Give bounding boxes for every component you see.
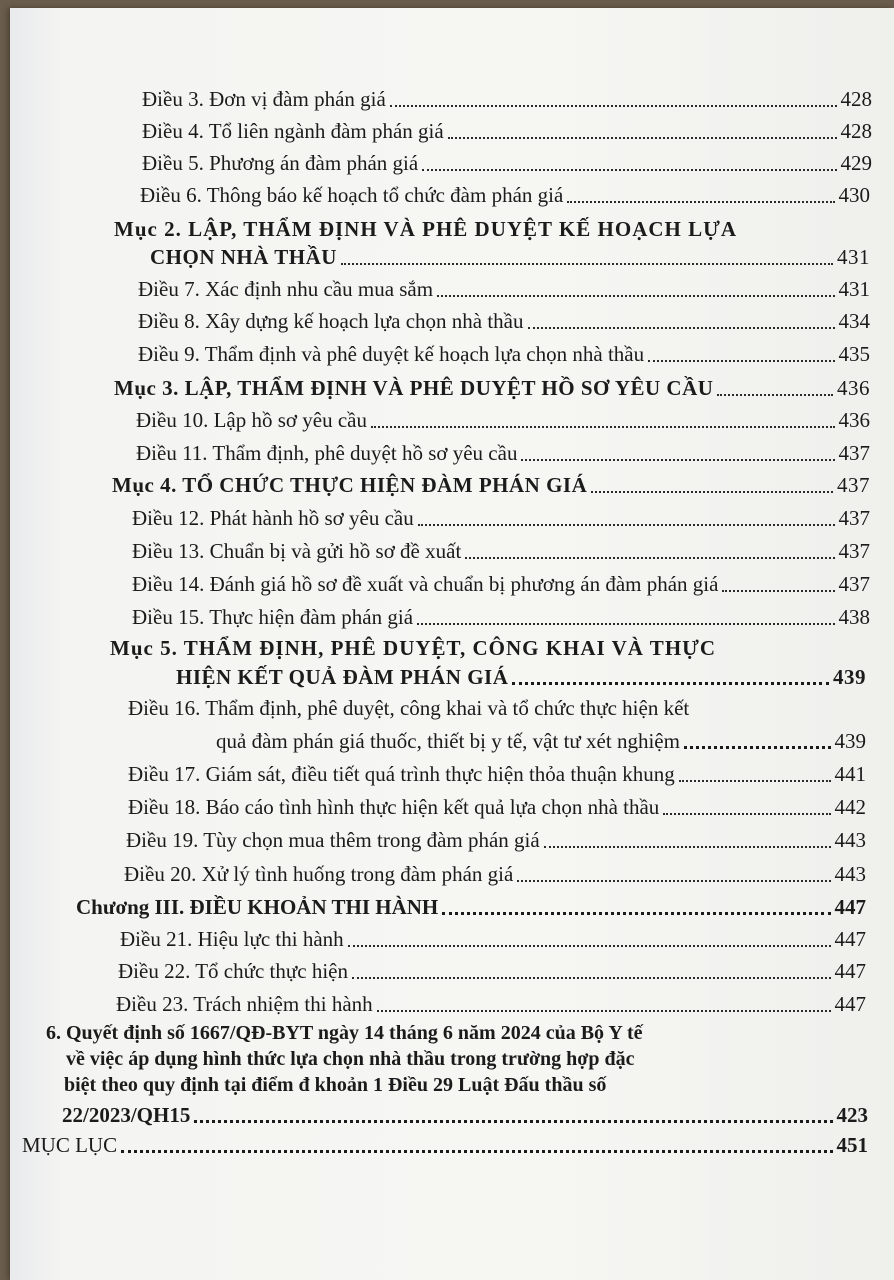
toc-entry-dieu-9 <box>138 341 870 367</box>
toc-entry-title: Điều 18. Báo cáo tình hình thực hiện kết quả lựa chọn nhà thầu <box>128 795 660 819</box>
toc-entry-dieu-17 <box>128 761 866 787</box>
toc-entry-title: CHỌN NHÀ THẦU <box>150 245 337 269</box>
dot-leader <box>512 681 829 685</box>
toc-page-number: 431 <box>838 277 870 301</box>
toc-entry-dieu-10 <box>136 407 870 433</box>
toc-entry-title: Điều 21. Hiệu lực thi hành <box>120 927 344 951</box>
toc-page-number: 442 <box>834 795 866 819</box>
dot-leader <box>341 262 833 265</box>
dot-leader <box>422 168 836 171</box>
toc-entry-dieu-12 <box>132 505 870 531</box>
toc-entry-title: Điều 10. Lập hồ sơ yêu cầu <box>136 408 367 432</box>
toc-page-number: 447 <box>834 927 866 951</box>
dot-leader <box>717 393 833 396</box>
toc-entry-dieu-15 <box>132 604 870 630</box>
dot-leader <box>517 879 830 882</box>
toc-entry-title: Điều 22. Tổ chức thực hiện <box>118 959 348 983</box>
toc-page-number: 441 <box>834 762 866 786</box>
toc-entry-title: Điều 5. Phương án đàm phán giá <box>142 151 419 175</box>
toc-entry-title: 22/2023/QH15 <box>62 1103 191 1127</box>
toc-entry-title: HIỆN KẾT QUẢ ĐÀM PHÁN GIÁ <box>176 665 509 689</box>
toc-section-muc-3 <box>114 375 870 401</box>
toc-entry-dieu-3 <box>142 86 872 112</box>
toc-page-number: 451 <box>836 1133 868 1157</box>
book-page <box>10 8 894 1280</box>
toc-entry-dieu-4 <box>142 118 872 144</box>
dot-leader <box>448 136 837 139</box>
dot-leader <box>567 200 834 203</box>
toc-entry-dieu-11 <box>136 440 870 466</box>
dot-leader <box>371 425 835 428</box>
dot-leader <box>722 589 834 592</box>
toc-decision-6-line-3: biệt theo quy định tại điểm đ khoản 1 Điều 29 Luật Đấu thầu số <box>64 1074 607 1096</box>
toc-entry-dieu-14 <box>132 571 870 597</box>
toc-page-number: 447 <box>834 959 866 983</box>
dot-leader <box>663 812 830 815</box>
toc-entry-title: Điều 20. Xử lý tình huống trong đàm phán giá <box>124 862 514 886</box>
toc-entry-dieu-21 <box>120 926 866 952</box>
toc-page-number: 428 <box>840 119 872 143</box>
toc-entry-dieu-6 <box>140 182 870 208</box>
toc-entry-dieu-13 <box>132 538 870 564</box>
dot-leader <box>390 104 837 107</box>
toc-entry-dieu-5 <box>142 150 872 176</box>
toc-page-number: 434 <box>838 309 870 333</box>
toc-chapter-3 <box>76 894 866 920</box>
toc-entry-dieu-22 <box>118 958 866 984</box>
toc-section-muc-5-line-1: Mục 5. THẨM ĐỊNH, PHÊ DUYỆT, CÔNG KHAI VÀ THỰC <box>110 636 717 660</box>
toc-contents-index <box>22 1132 868 1158</box>
toc-entry-title: Điều 15. Thực hiện đàm phán giá <box>132 605 414 629</box>
toc-entry-title: Điều 17. Giám sát, điều tiết quá trình thực hiện thỏa thuận khung <box>128 762 675 786</box>
toc-decision-6 <box>62 1102 868 1128</box>
toc-entry-title: Điều 8. Xây dựng kế hoạch lựa chọn nhà thầu <box>138 309 524 333</box>
toc-section-muc-2 <box>150 244 870 270</box>
toc-entry-title: Chương III. ĐIỀU KHOẢN THI HÀNH <box>76 895 439 919</box>
toc-entry-dieu-23 <box>116 991 866 1017</box>
toc-entry-title: Điều 12. Phát hành hồ sơ yêu cầu <box>132 506 414 530</box>
dot-leader <box>591 490 833 493</box>
toc-page-number: 435 <box>838 342 870 366</box>
toc-entry-dieu-20 <box>124 861 866 887</box>
toc-entry-dieu-18 <box>128 794 866 820</box>
dot-leader <box>521 458 834 461</box>
toc-entry-title: Điều 14. Đánh giá hồ sơ đề xuất và chuẩn bị phương án đàm phán giá <box>132 572 719 596</box>
dot-leader <box>648 359 834 362</box>
toc-entry-title: Điều 4. Tổ liên ngành đàm phán giá <box>142 119 444 143</box>
dot-leader <box>348 944 831 947</box>
dot-leader <box>417 622 834 625</box>
toc-entry-title: Điều 23. Trách nhiệm thi hành <box>116 992 373 1016</box>
toc-entry-title: MỤC LỤC <box>22 1133 118 1157</box>
toc-page-number: 423 <box>836 1103 868 1127</box>
toc-entry-dieu-19 <box>126 827 866 853</box>
toc-entry-dieu-7 <box>138 276 870 302</box>
toc-entry-title: quả đàm phán giá thuốc, thiết bị y tế, vật tư xét nghiệm <box>216 729 680 753</box>
toc-section-muc-5 <box>176 664 866 690</box>
toc-page-number: 437 <box>837 473 870 497</box>
toc-page-number: 439 <box>834 729 866 753</box>
dot-leader <box>544 845 831 848</box>
toc-decision-6-line-2: về việc áp dụng hình thức lựa chọn nhà thầu trong trường hợp đặc <box>66 1048 635 1070</box>
toc-entry-title: Điều 13. Chuẩn bị và gửi hồ sơ đề xuất <box>132 539 462 563</box>
toc-page-number: 439 <box>833 665 866 689</box>
toc-page-number: 443 <box>834 828 866 852</box>
dot-leader <box>679 779 831 782</box>
table-of-contents <box>10 8 894 1280</box>
dot-leader <box>528 326 835 329</box>
dot-leader <box>465 556 834 559</box>
toc-page-number: 438 <box>838 605 870 629</box>
toc-page-number: 430 <box>838 183 870 207</box>
dot-leader <box>437 294 834 297</box>
dot-leader <box>377 1009 831 1012</box>
toc-decision-6-line-1: 6. Quyết định số 1667/QĐ-BYT ngày 14 tháng 6 năm 2024 của Bộ Y tế <box>46 1022 643 1044</box>
toc-page-number: 429 <box>840 151 872 175</box>
toc-page-number: 447 <box>834 992 866 1016</box>
toc-entry-title: Điều 7. Xác định nhu cầu mua sắm <box>138 277 434 301</box>
toc-page-number: 447 <box>834 895 866 919</box>
toc-page-number: 431 <box>837 245 870 269</box>
toc-entry-title: Điều 9. Thẩm định và phê duyệt kế hoạch lựa chọn nhà thầu <box>138 342 645 366</box>
toc-page-number: 436 <box>838 408 870 432</box>
toc-page-number: 437 <box>838 572 870 596</box>
toc-section-muc-2-line-1: Mục 2. LẬP, THẨM ĐỊNH VÀ PHÊ DUYỆT KẾ HOẠCH LỰA <box>114 217 737 241</box>
toc-entry-title: Mục 3. LẬP, THẨM ĐỊNH VÀ PHÊ DUYỆT HỒ SƠ YÊU CẦU <box>114 376 714 400</box>
toc-page-number: 437 <box>838 506 870 530</box>
dot-leader <box>684 745 831 749</box>
toc-entry-title: Mục 4. TỔ CHỨC THỰC HIỆN ĐÀM PHÁN GIÁ <box>112 473 588 497</box>
toc-entry-title: Điều 3. Đơn vị đàm phán giá <box>142 87 386 111</box>
toc-entry-dieu-8 <box>138 308 870 334</box>
toc-page-number: 437 <box>838 441 870 465</box>
toc-section-muc-4 <box>112 472 870 498</box>
toc-page-number: 428 <box>840 87 872 111</box>
toc-entry-title: Điều 11. Thẩm định, phê duyệt hồ sơ yêu cầu <box>136 441 518 465</box>
toc-page-number: 436 <box>837 376 870 400</box>
dot-leader <box>194 1119 832 1123</box>
dot-leader <box>442 911 830 915</box>
toc-entry-dieu-16 <box>216 728 866 754</box>
dot-leader <box>418 523 835 526</box>
dot-leader <box>352 976 831 979</box>
toc-page-number: 443 <box>834 862 866 886</box>
toc-page-number: 437 <box>838 539 870 563</box>
dot-leader <box>121 1149 832 1153</box>
toc-entry-title: Điều 6. Thông báo kế hoạch tổ chức đàm phán giá <box>140 183 564 207</box>
toc-entry-title: Điều 19. Tùy chọn mua thêm trong đàm phán giá <box>126 828 540 852</box>
toc-entry-dieu-16-line-1: Điều 16. Thẩm định, phê duyệt, công khai và tổ chức thực hiện kết <box>128 696 690 720</box>
